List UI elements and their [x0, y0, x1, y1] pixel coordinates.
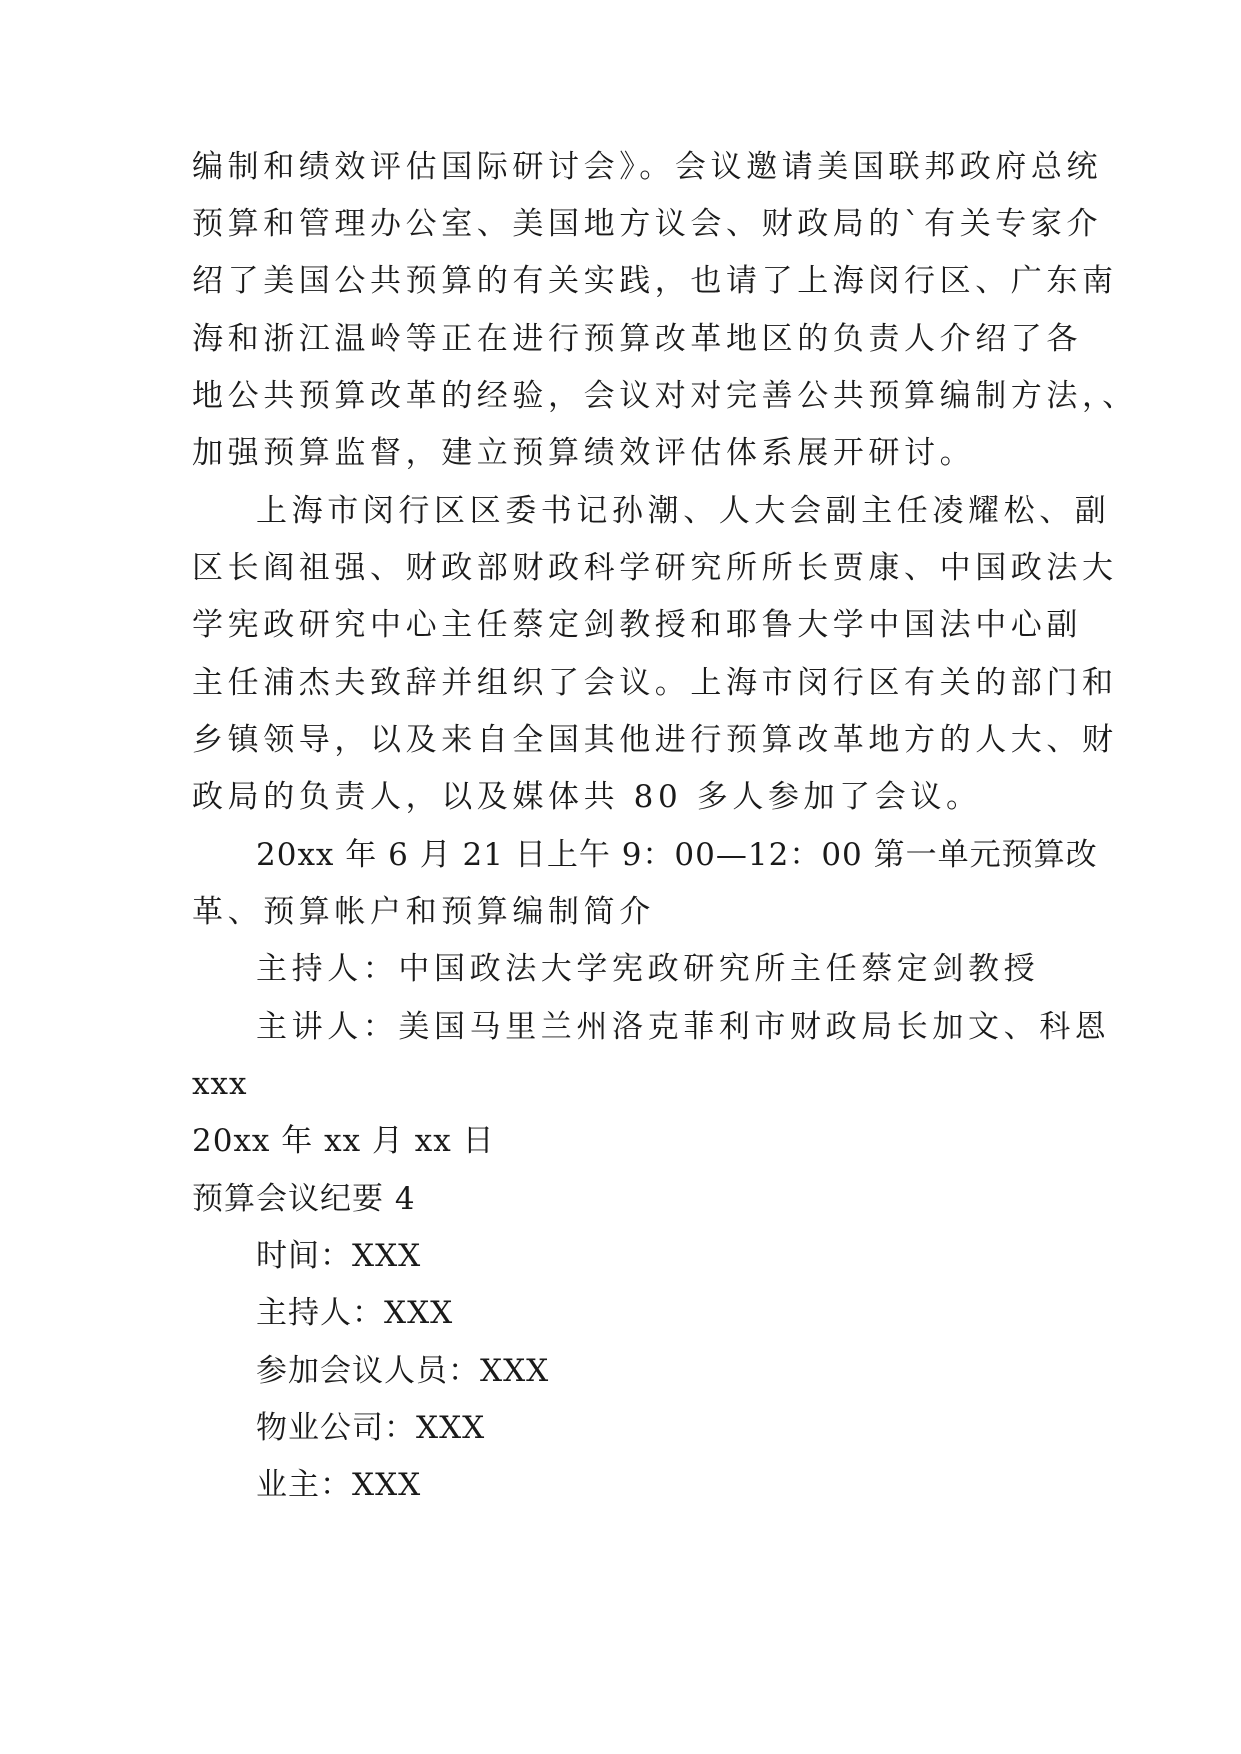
- paragraph-3-line: 革、预算帐户和预算编制简介: [192, 894, 655, 930]
- speaker-line: 主讲人：美国马里兰州洛克菲利市财政局长加文、科恩: [256, 1009, 1111, 1045]
- paragraph-2-line: 政局的负责人，以及媒体共 80 多人参加了会议。: [192, 779, 982, 815]
- paragraph-2-line: 上海市闵行区区委书记孙潮、人大会副主任凌耀松、副: [256, 493, 1111, 529]
- paragraph-2-line: 主任浦杰夫致辞并组织了会议。上海市闵行区有关的部门和: [192, 665, 1118, 701]
- field-time: 时间：XXX: [256, 1238, 422, 1274]
- paragraph-2-line: 区长阎祖强、财政部财政科学研究所所长贾康、中国政法大: [192, 550, 1118, 586]
- field-owner: 业主：XXX: [256, 1467, 422, 1503]
- paragraph-3-line: 20xx 年 6 月 21 日上午 9：00—12：00 第一单元预算改: [256, 837, 1098, 873]
- paragraph-1-line: 绍了美国公共预算的有关实践，也请了上海闵行区、广东南: [192, 263, 1118, 299]
- section-title: 预算会议纪要 4: [192, 1181, 416, 1217]
- signature: xxx: [192, 1066, 248, 1102]
- field-host: 主持人：XXX: [256, 1295, 454, 1331]
- host-line: 主持人：中国政法大学宪政研究所主任蔡定剑教授: [256, 951, 1040, 987]
- paragraph-2-line: 学宪政研究中心主任蔡定剑教授和耶鲁大学中国法中心副: [192, 607, 1082, 643]
- paragraph-1-line: 地公共预算改革的经验，会议对对完善公共预算编制方法，、: [192, 378, 1138, 414]
- paragraph-1-line: 编制和绩效评估国际研讨会》。会议邀请美国联邦政府总统: [192, 149, 1103, 185]
- field-attendees: 参加会议人员：XXX: [256, 1353, 550, 1389]
- paragraph-1-line: 预算和管理办公室、美国地方议会、财政局的`有关专家介: [192, 206, 1103, 242]
- paragraph-1-line: 加强预算监督，建立预算绩效评估体系展开研讨。: [192, 435, 976, 471]
- document-date: 20xx 年 xx 月 xx 日: [192, 1123, 495, 1159]
- field-property-company: 物业公司：XXX: [256, 1410, 486, 1446]
- paragraph-2-line: 乡镇领导，以及来自全国其他进行预算改革地方的人大、财: [192, 722, 1118, 758]
- paragraph-1-line: 海和浙江温岭等正在进行预算改革地区的负责人介绍了各: [192, 321, 1082, 357]
